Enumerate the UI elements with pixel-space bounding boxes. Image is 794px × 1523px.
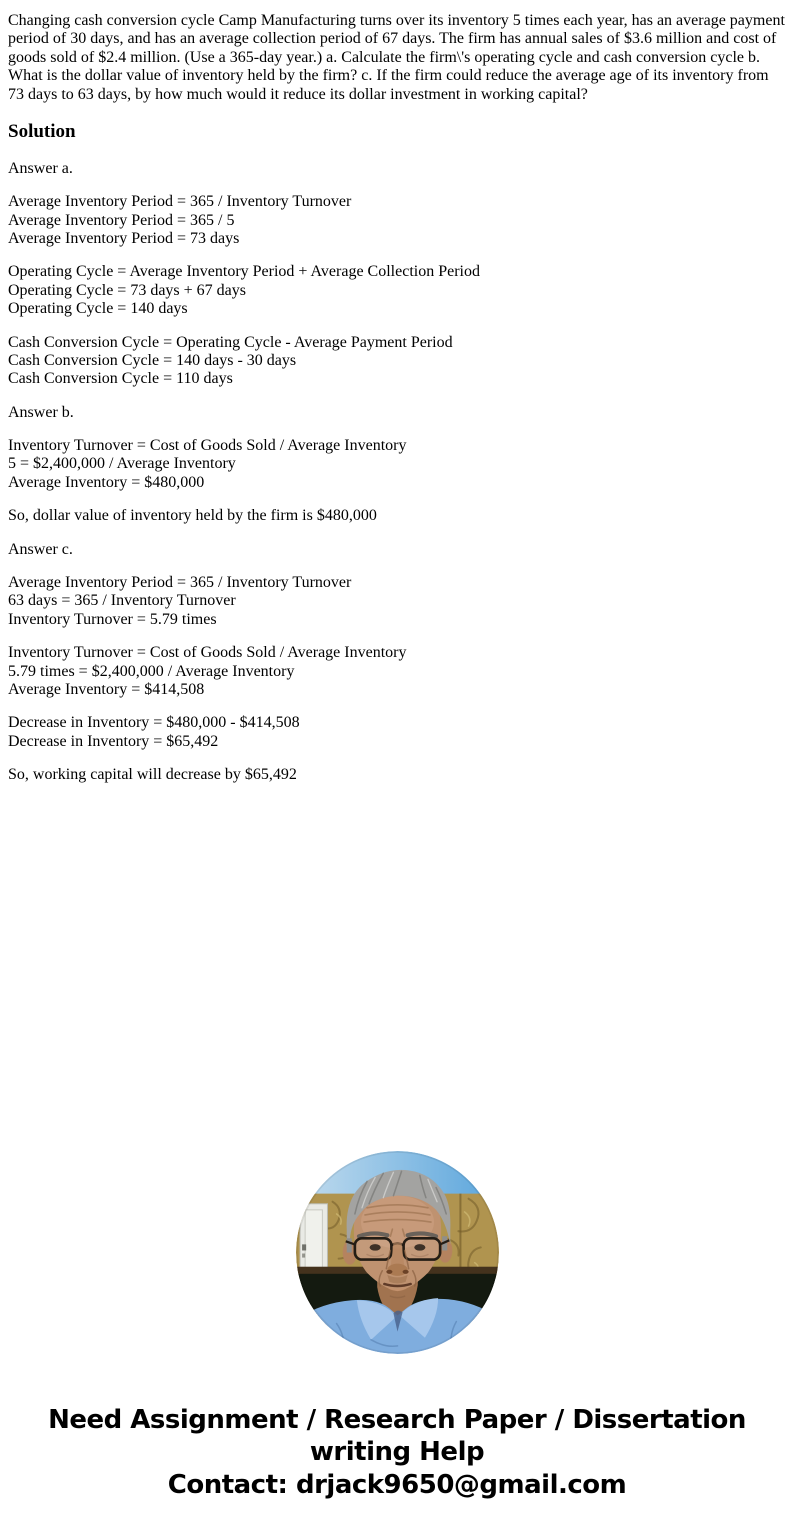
tutor-photo-image — [296, 1151, 499, 1354]
solution-paragraph: So, dollar value of inventory held by the firm is $480,000 — [8, 507, 377, 525]
footer-heading-line-2: writing Help — [309, 1437, 485, 1468]
solution-paragraph: Answer a. — [8, 159, 73, 177]
solution-body — [8, 160, 786, 785]
problem-statement: Changing cash conversion cycle Camp Manufacturing turns over its inventory 5 times each year, has an average payment period of 30 days, and has an average collection period of 67 days. The firm has annual sales of $3.6 million and cost of goods sold of $2.4 million. (Use a 365-day year.) a. Calculate the firm\'s operating cycle and cash conversion cycle b. What is the dollar value of inventory held by the firm? c. If the firm could reduce the average age of its inventory from 73 days to 63 days, by how much would it reduce its dollar investment in working capital? — [8, 12, 785, 103]
solution-paragraph: Inventory Turnover = Cost of Goods Sold / Average Inventory 5.79 times = $2,400,000 / Average Inventory Average Inventory = $414,508 — [8, 644, 407, 698]
solution-paragraph: Answer b. — [8, 403, 74, 421]
solution-heading: Solution — [8, 120, 76, 142]
avatar — [296, 1151, 499, 1354]
solution-paragraph: Inventory Turnover = Cost of Goods Sold / Average Inventory 5 = $2,400,000 / Average Inventory Average Inventory = $480,000 — [8, 437, 407, 491]
footer-banner — [8, 1404, 786, 1502]
solution-paragraph: Average Inventory Period = 365 / Inventory Turnover 63 days = 365 / Inventory Turnover Inventory Turnover = 5.79 times — [8, 574, 352, 628]
solution-paragraph: Cash Conversion Cycle = Operating Cycle - Average Payment Period Cash Conversion Cycle = 140 days - 30 days Cash Conversion Cycle = 110 days — [8, 333, 453, 388]
solution-paragraph: Average Inventory Period = 365 / Inventory Turnover Average Inventory Period = 365 / 5 Average Inventory Period = 73 days — [8, 193, 352, 247]
footer-contact: Contact: drjack9650@gmail.com — [167, 1469, 627, 1500]
solution-paragraph: So, working capital will decrease by $65,492 — [8, 766, 297, 784]
solution-paragraph: Answer c. — [8, 540, 73, 558]
footer-heading-line-1: Need Assignment / Research Paper / Dissertation — [48, 1404, 746, 1435]
solution-paragraph: Operating Cycle = Average Inventory Period + Average Collection Period Operating Cycle = 73 days + 67 days Operating Cycle = 140 days — [8, 263, 480, 318]
solution-paragraph: Decrease in Inventory = $480,000 - $414,508 Decrease in Inventory = $65,492 — [8, 714, 300, 750]
